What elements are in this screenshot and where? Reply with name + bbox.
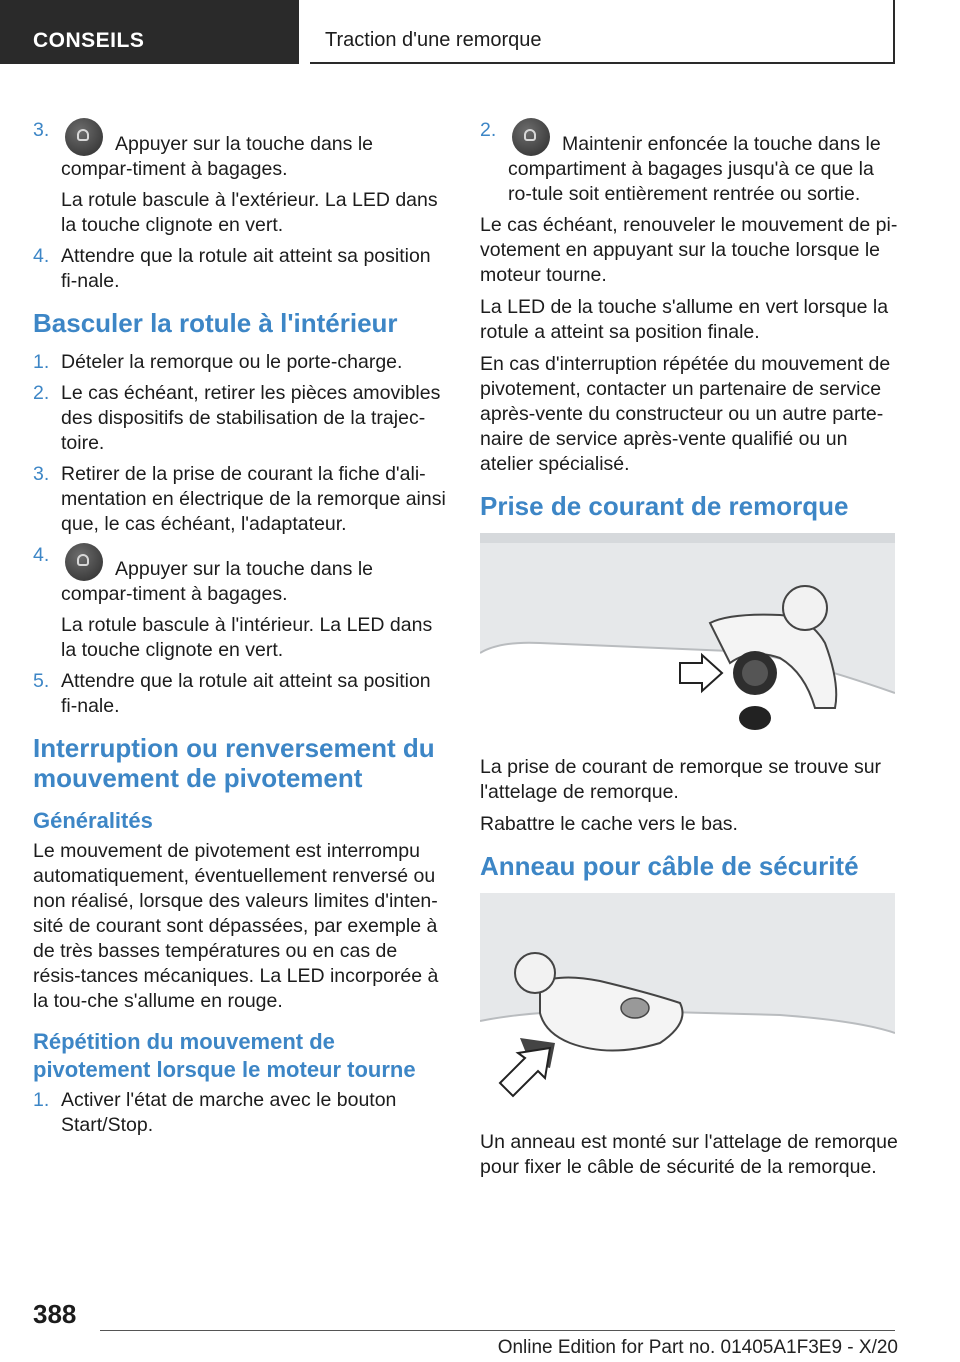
step-number: 3. — [33, 119, 50, 141]
step-number: 4. — [33, 544, 50, 566]
list-item — [480, 118, 898, 207]
step-text: Maintenir enfoncée la touche dans le compartiment à bagages jusqu'à ce que la ro-tule soit entièrement rentrée ou sortie. — [508, 133, 881, 205]
step-text: Activer l'état de marche avec le bouton Start/Stop. — [61, 1089, 397, 1136]
step-number: 2. — [33, 382, 50, 404]
heading-repetition: Répétition du mouvement de pivotement lorsque le moteur tourne — [33, 1029, 416, 1082]
trunk-button-icon — [65, 543, 103, 581]
right-column — [480, 118, 898, 1187]
step-subtext: La rotule bascule à l'extérieur. La LED dans la touche clignote en vert. — [61, 189, 438, 236]
list-item — [33, 669, 449, 719]
heading-interruption: Interruption ou renversement du mouvement de pivotement — [33, 733, 435, 793]
chapter-header — [310, 0, 895, 64]
step-subtext: La rotule bascule à l'intérieur. La LED dans la touche clignote en vert. — [61, 614, 433, 661]
section-label: CONSEILS — [33, 29, 145, 52]
step-text: Appuyer sur la touche dans le compar-timent à bagages. — [61, 558, 373, 605]
step-number: 2. — [480, 119, 497, 141]
list-item — [33, 118, 449, 238]
step-text: Appuyer sur la touche dans le compar-timent à bagages. — [61, 133, 373, 180]
paragraph: Le cas échéant, renouveler le mouvement de pi-votement en appuyant sur la touche lorsque le moteur tourne. — [480, 214, 898, 286]
heading-prise: Prise de courant de remorque — [480, 491, 849, 521]
list-item — [33, 381, 449, 456]
heading-anneau: Anneau pour câble de sécurité — [480, 851, 859, 881]
step-number: 5. — [33, 670, 50, 692]
paragraph: La LED de la touche s'allume en vert lorsque la rotule a atteint sa position finale. — [480, 296, 889, 343]
paragraph: La prise de courant de remorque se trouve sur l'attelage de remorque. — [480, 756, 882, 803]
paragraph-generalites: Le mouvement de pivotement est interrompu automatiquement, éventuellement renversé ou non réalisé, lorsque des valeurs limites d'inten-sité de courant sont dépassées, par exemple à de très basses températures ou en cas de résis-tances mécaniques. La LED incorporée à la tou-che s'allume en rouge. — [33, 840, 439, 1012]
step-number: 4. — [33, 245, 50, 267]
trunk-button-icon — [512, 118, 550, 156]
footer-divider — [100, 1330, 895, 1331]
step-text: Attendre que la rotule ait atteint sa position fi-nale. — [61, 245, 431, 292]
section-tab — [0, 0, 299, 64]
list-item — [33, 244, 449, 294]
safety-ring-illustration — [480, 893, 895, 1118]
paragraph: Un anneau est monté sur l'attelage de remorque pour fixer le câble de sécurité de la remorque. — [480, 1131, 898, 1178]
left-column — [33, 118, 449, 1144]
step-text: Retirer de la prise de courant la fiche d'ali-mentation en électrique de la remorque ainsi que, le cas échéant, l'adaptateur. — [61, 463, 446, 535]
chapter-title: Traction d'une remorque — [325, 29, 542, 51]
heading-generalites: Généralités — [33, 808, 153, 833]
list-item — [33, 1088, 449, 1138]
step-number: 3. — [33, 463, 50, 485]
socket-illustration — [480, 533, 895, 743]
list-item — [33, 350, 449, 375]
step-text: Dételer la remorque ou le porte‑charge. — [61, 351, 403, 373]
heading-basculer: Basculer la rotule à l'intérieur — [33, 308, 398, 338]
trunk-button-icon — [65, 118, 103, 156]
step-number: 1. — [33, 1089, 50, 1111]
page-number: 388 — [33, 1299, 77, 1329]
edition-note: Online Edition for Part no. 01405A1F3E9 - X/20 — [497, 1337, 898, 1358]
paragraph: En cas d'interruption répétée du mouvement de pivotement, contacter un partenaire de service après-vente du constructeur ou un autre parte-naire de service après-vente qualifié ou un atelier spécialisé. — [480, 353, 891, 475]
step-text: Le cas échéant, retirer les pièces amovibles des dispositifs de stabilisation de la trajec-toire. — [61, 382, 441, 454]
step-number: 1. — [33, 351, 50, 373]
list-item — [33, 462, 449, 537]
step-text: Attendre que la rotule ait atteint sa position fi-nale. — [61, 670, 431, 717]
list-item — [33, 543, 449, 663]
paragraph: Rabattre le cache vers le bas. — [480, 813, 738, 835]
